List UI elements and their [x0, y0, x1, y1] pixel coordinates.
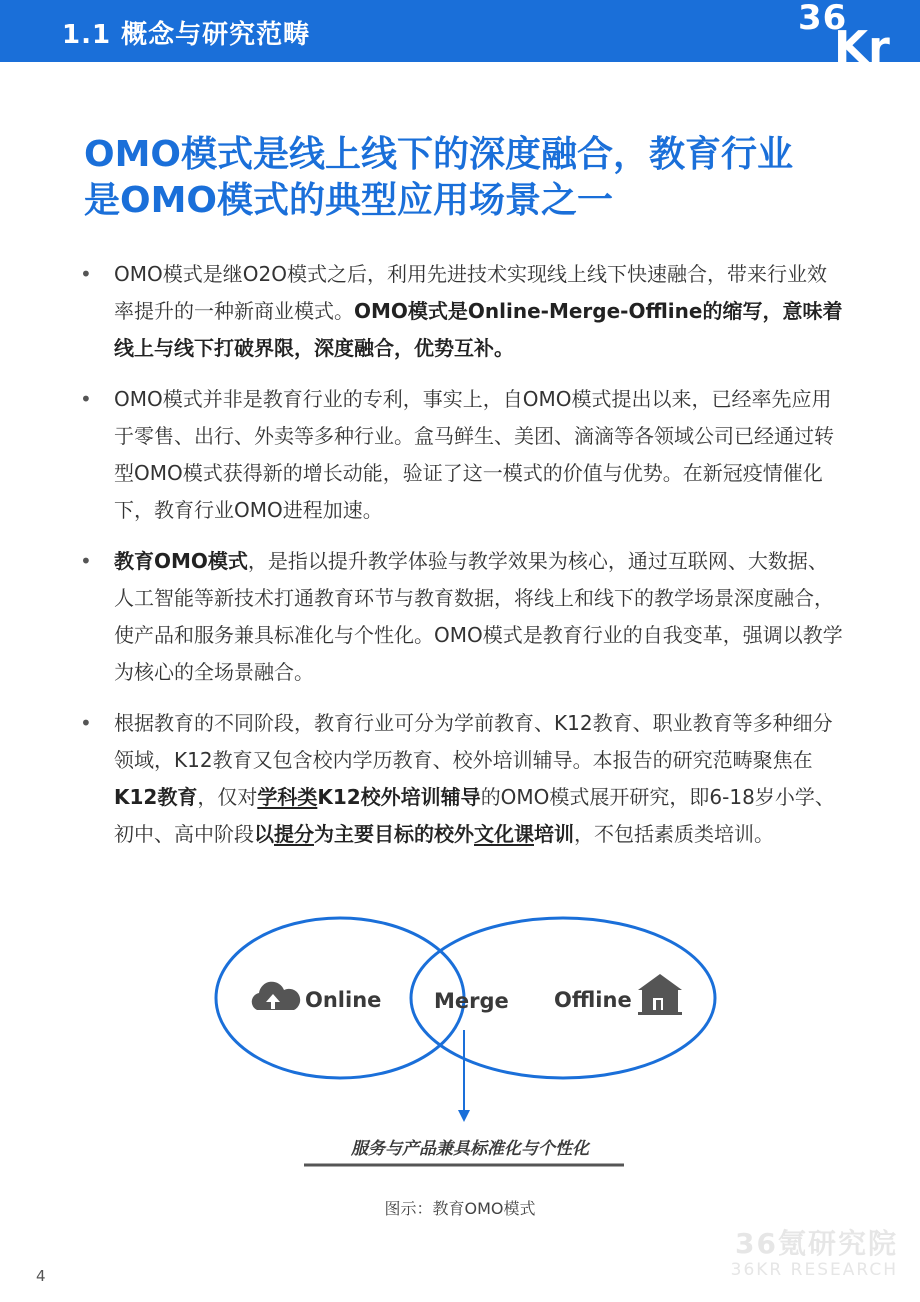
bullet-list: [76, 256, 846, 867]
bullet-4-part-10: 文化课: [474, 822, 534, 846]
headline-line-2: 是OMO模式的典型应用场景之一: [84, 180, 614, 221]
online-label: Online: [305, 988, 382, 1012]
bullet-dot-icon: •: [80, 262, 92, 286]
bullet-item-1: [76, 256, 846, 367]
venn-tagline: 服务与产品兼具标准化与个性化: [351, 1139, 589, 1159]
figure-caption: 图示：教育OMO模式: [384, 1199, 536, 1218]
bullet-dot-icon: •: [80, 711, 92, 735]
bullet-4-part-5: K12校外培训辅导: [317, 785, 481, 809]
bullet-3-text: ，是指以提升教学体验与教学效果为核心，通过互联网、大数据、人工智能等新技术打通教育环节与教育数据，将线上和线下的教学场景深度融合，使产品和服务兼具标准化与个性化。OMO模式是教育行业的自我变革，强调以教学为核心的全场景融合。: [114, 549, 843, 684]
watermark-en: 36KR RESEARCH: [730, 1260, 898, 1280]
header-bar: [0, 0, 920, 73]
bullet-3-term: 教育OMO模式: [114, 549, 248, 573]
omo-venn-diagram: [0, 912, 920, 1182]
bullet-1-bold: OMO模式是Online-Merge-Offline的缩写，意味着线上与线下打破界限，深度融合，优势互补。: [114, 299, 843, 360]
bullet-2-text: OMO模式并非是教育行业的专利，事实上，自OMO模式提出以来，已经率先应用于零售、出行、外卖等多种行业。盒马鲜生、美团、滴滴等各领域公司已经通过转型OMO模式获得新的增长动能，验证了这一模式的价值与优势。在新冠疫情催化下，教育行业OMO进程加速。: [114, 387, 834, 522]
bullet-4-part-12: ，不包括素质类培训。: [574, 822, 774, 846]
bullet-4-part-2: K12教育: [114, 785, 198, 809]
brand-logo-number: 36: [798, 0, 848, 38]
offline-label: Offline: [554, 988, 632, 1012]
bullet-dot-icon: •: [80, 549, 92, 573]
bullet-4-part-1: 根据教育的不同阶段，教育行业可分为学前教育、K12教育、职业教育等多种细分领域，K12教育又包含校内学历教育、校外培训辅导。本报告的研究范畴聚焦在: [114, 711, 833, 772]
bullet-4-part-3: ，仅对: [197, 785, 258, 809]
bullet-4-part-7: 以: [254, 822, 274, 846]
bullet-4-part-6: 的OMO模式展开研究，即6-18岁小学、初中、高中阶段: [114, 785, 835, 846]
page-number: 4: [36, 1267, 46, 1285]
brand-logo-letters: Kr: [834, 22, 890, 73]
headline-line-1: OMO模式是线上线下的深度融合，教育行业: [84, 134, 794, 175]
bullet-4-part-11: 培训: [534, 822, 574, 846]
house-icon: [638, 974, 682, 1015]
merge-arrow-head: [458, 1110, 470, 1122]
bullet-4-part-4: 学科类: [257, 785, 318, 809]
section-title: 1.1 概念与研究范畴: [62, 20, 311, 50]
bullet-4-part-8: 提分: [274, 822, 314, 846]
bullet-item-2: [76, 381, 846, 529]
bullet-item-3: [76, 543, 846, 691]
bullet-dot-icon: •: [80, 387, 92, 411]
merge-label: Merge: [434, 989, 509, 1013]
brand-logo: [794, 0, 914, 73]
page-headline: [84, 132, 864, 224]
bullet-1-text: OMO模式是继O2O模式之后，利用先进技术实现线上线下快速融合，带来行业效率提升的一种新商业模式。: [114, 262, 827, 323]
bullet-4-part-9: 为主要目标的校外: [314, 822, 474, 846]
watermark-cn: 36氪研究院: [735, 1227, 898, 1260]
bullet-item-4: [76, 705, 846, 853]
cloud-upload-icon: [252, 982, 300, 1010]
